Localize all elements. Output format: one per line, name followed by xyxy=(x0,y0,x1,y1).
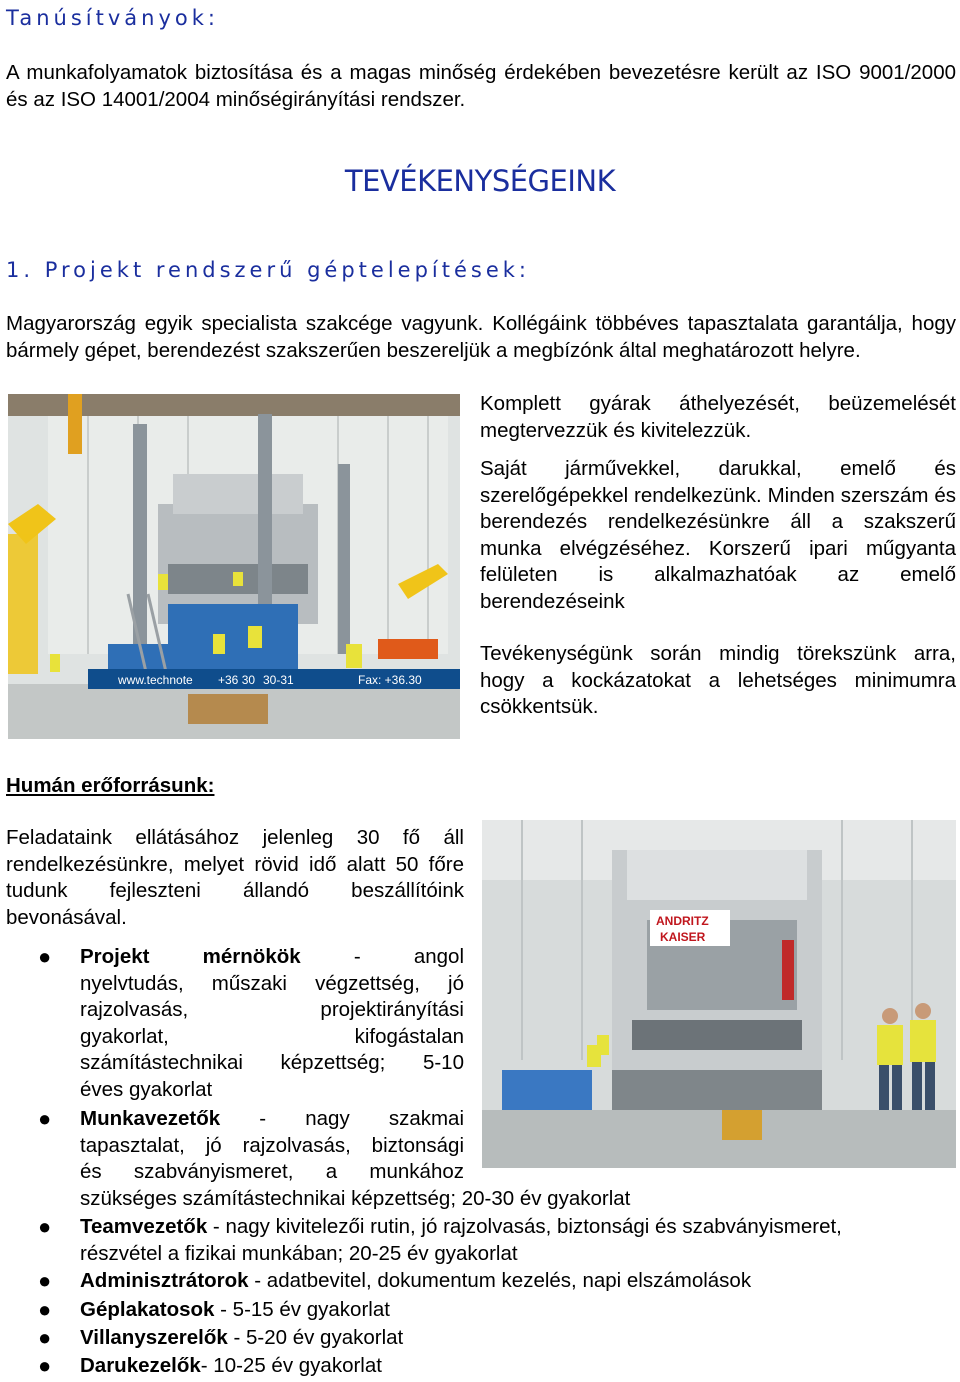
bullet-icon: ● xyxy=(38,1353,52,1378)
role-text: és szabványismeret, a munkához xyxy=(80,1160,464,1183)
role-text: gyakorlat, kifogástalan xyxy=(80,1024,464,1048)
role-title: Projekt mérnökök xyxy=(80,945,301,968)
role-text: részvétel a fizikai munkában; 20-25 év gyakorlat xyxy=(80,1241,518,1265)
banner-text-mid2: 30-31 xyxy=(263,673,294,687)
bullet-icon: ● xyxy=(38,1268,52,1293)
role-title: Villanyszerelők xyxy=(80,1326,228,1349)
activities-heading: TEVÉKENYSÉGEINK xyxy=(344,164,616,198)
role-text: - 5-20 év gyakorlat xyxy=(227,1326,404,1349)
banner-text-mid: +36 30 xyxy=(218,673,256,687)
role-title: Munkavezetők xyxy=(80,1107,221,1130)
role-title: Géplakatosok xyxy=(80,1298,215,1321)
role-text: - 5-15 év gyakorlat xyxy=(214,1298,390,1321)
press-machine-photo xyxy=(482,820,956,1168)
role-foremen xyxy=(80,1106,631,1212)
project-heading: 1. Projekt rendszerű géptelepítések: xyxy=(6,258,530,282)
project-paragraph-2: Saját járművekkel, darukkal, emelő és szerelőgépekkel rendelkezünk. Minden szerszám és berendezés rendelkezésünkre áll a szakszerű munka elvégzéséhez. Korszerű ipari műgyanta felületen is alkalmazhatóak az emelő berendezéseink xyxy=(480,457,956,613)
role-text: - adatbevitel, dokumentum kezelés, napi elszámolások xyxy=(248,1269,752,1292)
role-text: - nagy kivitelezői rutin, jó rajzolvasás, biztonsági és szabványismeret, xyxy=(207,1215,842,1238)
human-resources-heading: Humán erőforrásunk: xyxy=(6,774,215,797)
role-text: rajzolvasás, projektirányítási xyxy=(80,998,464,1021)
machine-sign-line1: ANDRITZ xyxy=(656,914,709,928)
role-text: - angol xyxy=(353,945,465,968)
bullet-icon: ● xyxy=(38,1106,52,1131)
bullet-icon: ● xyxy=(38,944,52,969)
human-resources-text: Feladataink ellátásához jelenleg 30 fő áll rendelkezésünkre, melyet rövid idő alatt 50 főre tudunk fejleszteni állandó beszállítóink bevonásával. xyxy=(6,826,464,929)
role-electricians xyxy=(80,1325,403,1352)
bullet-icon: ● xyxy=(38,1214,52,1239)
installation-photo xyxy=(8,394,460,739)
role-text: tapasztalat, jó rajzolvasás, biztonsági xyxy=(80,1133,464,1157)
role-project-engineers xyxy=(80,944,464,1103)
project-paragraph-3: Tevékenységünk során mindig törekszünk arra, hogy a kockázatokat a lehetséges minimumra csökkentsük. xyxy=(480,642,956,718)
bullet-icon: ● xyxy=(38,1297,52,1322)
certificates-text: A munkafolyamatok biztosítása és a magas minőség érdekében bevezetésre került az ISO 9001/2000 és az ISO 14001/2004 minőségirányítási rendszer. xyxy=(6,61,956,111)
role-text: nyelvtudás, műszaki végzettség, jó xyxy=(80,971,464,995)
role-team-leaders xyxy=(80,1214,956,1267)
banner-text-right: Fax: +36.30 xyxy=(358,673,422,687)
role-crane-operators xyxy=(80,1353,382,1380)
role-title: Adminisztrátorok xyxy=(80,1269,249,1292)
project-paragraph-1: Komplett gyárak áthelyezését, beüzemelését megtervezzük és kivitelezzük. xyxy=(480,392,956,442)
role-text: - 10-25 év gyakorlat xyxy=(200,1354,382,1377)
role-text: szükséges számítástechnikai képzettség; 20-30 év gyakorlat xyxy=(80,1186,631,1210)
role-text: számítástechnikai képzettség; 5-10 xyxy=(80,1051,464,1074)
role-text: éves gyakorlat xyxy=(80,1077,213,1101)
role-machine-fitters xyxy=(80,1297,390,1324)
machine-sign-line2: KAISER xyxy=(660,930,706,944)
banner-text-left: www.technote xyxy=(118,673,193,687)
bullet-icon: ● xyxy=(38,1325,52,1350)
project-intro: Magyarország egyik specialista szakcége vagyunk. Kollégáink többéves tapasztalata garantálja, hogy bármely gépet, berendezést szakszerűen beszereljük a megbízónk által meghatározott helyre. xyxy=(6,312,956,362)
certificates-heading: Tanúsítványok: xyxy=(6,6,219,30)
role-administrators xyxy=(80,1268,751,1295)
role-title: Darukezelők xyxy=(80,1354,201,1377)
role-text: - nagy szakmai xyxy=(259,1107,465,1130)
role-title: Teamvezetők xyxy=(80,1215,208,1238)
